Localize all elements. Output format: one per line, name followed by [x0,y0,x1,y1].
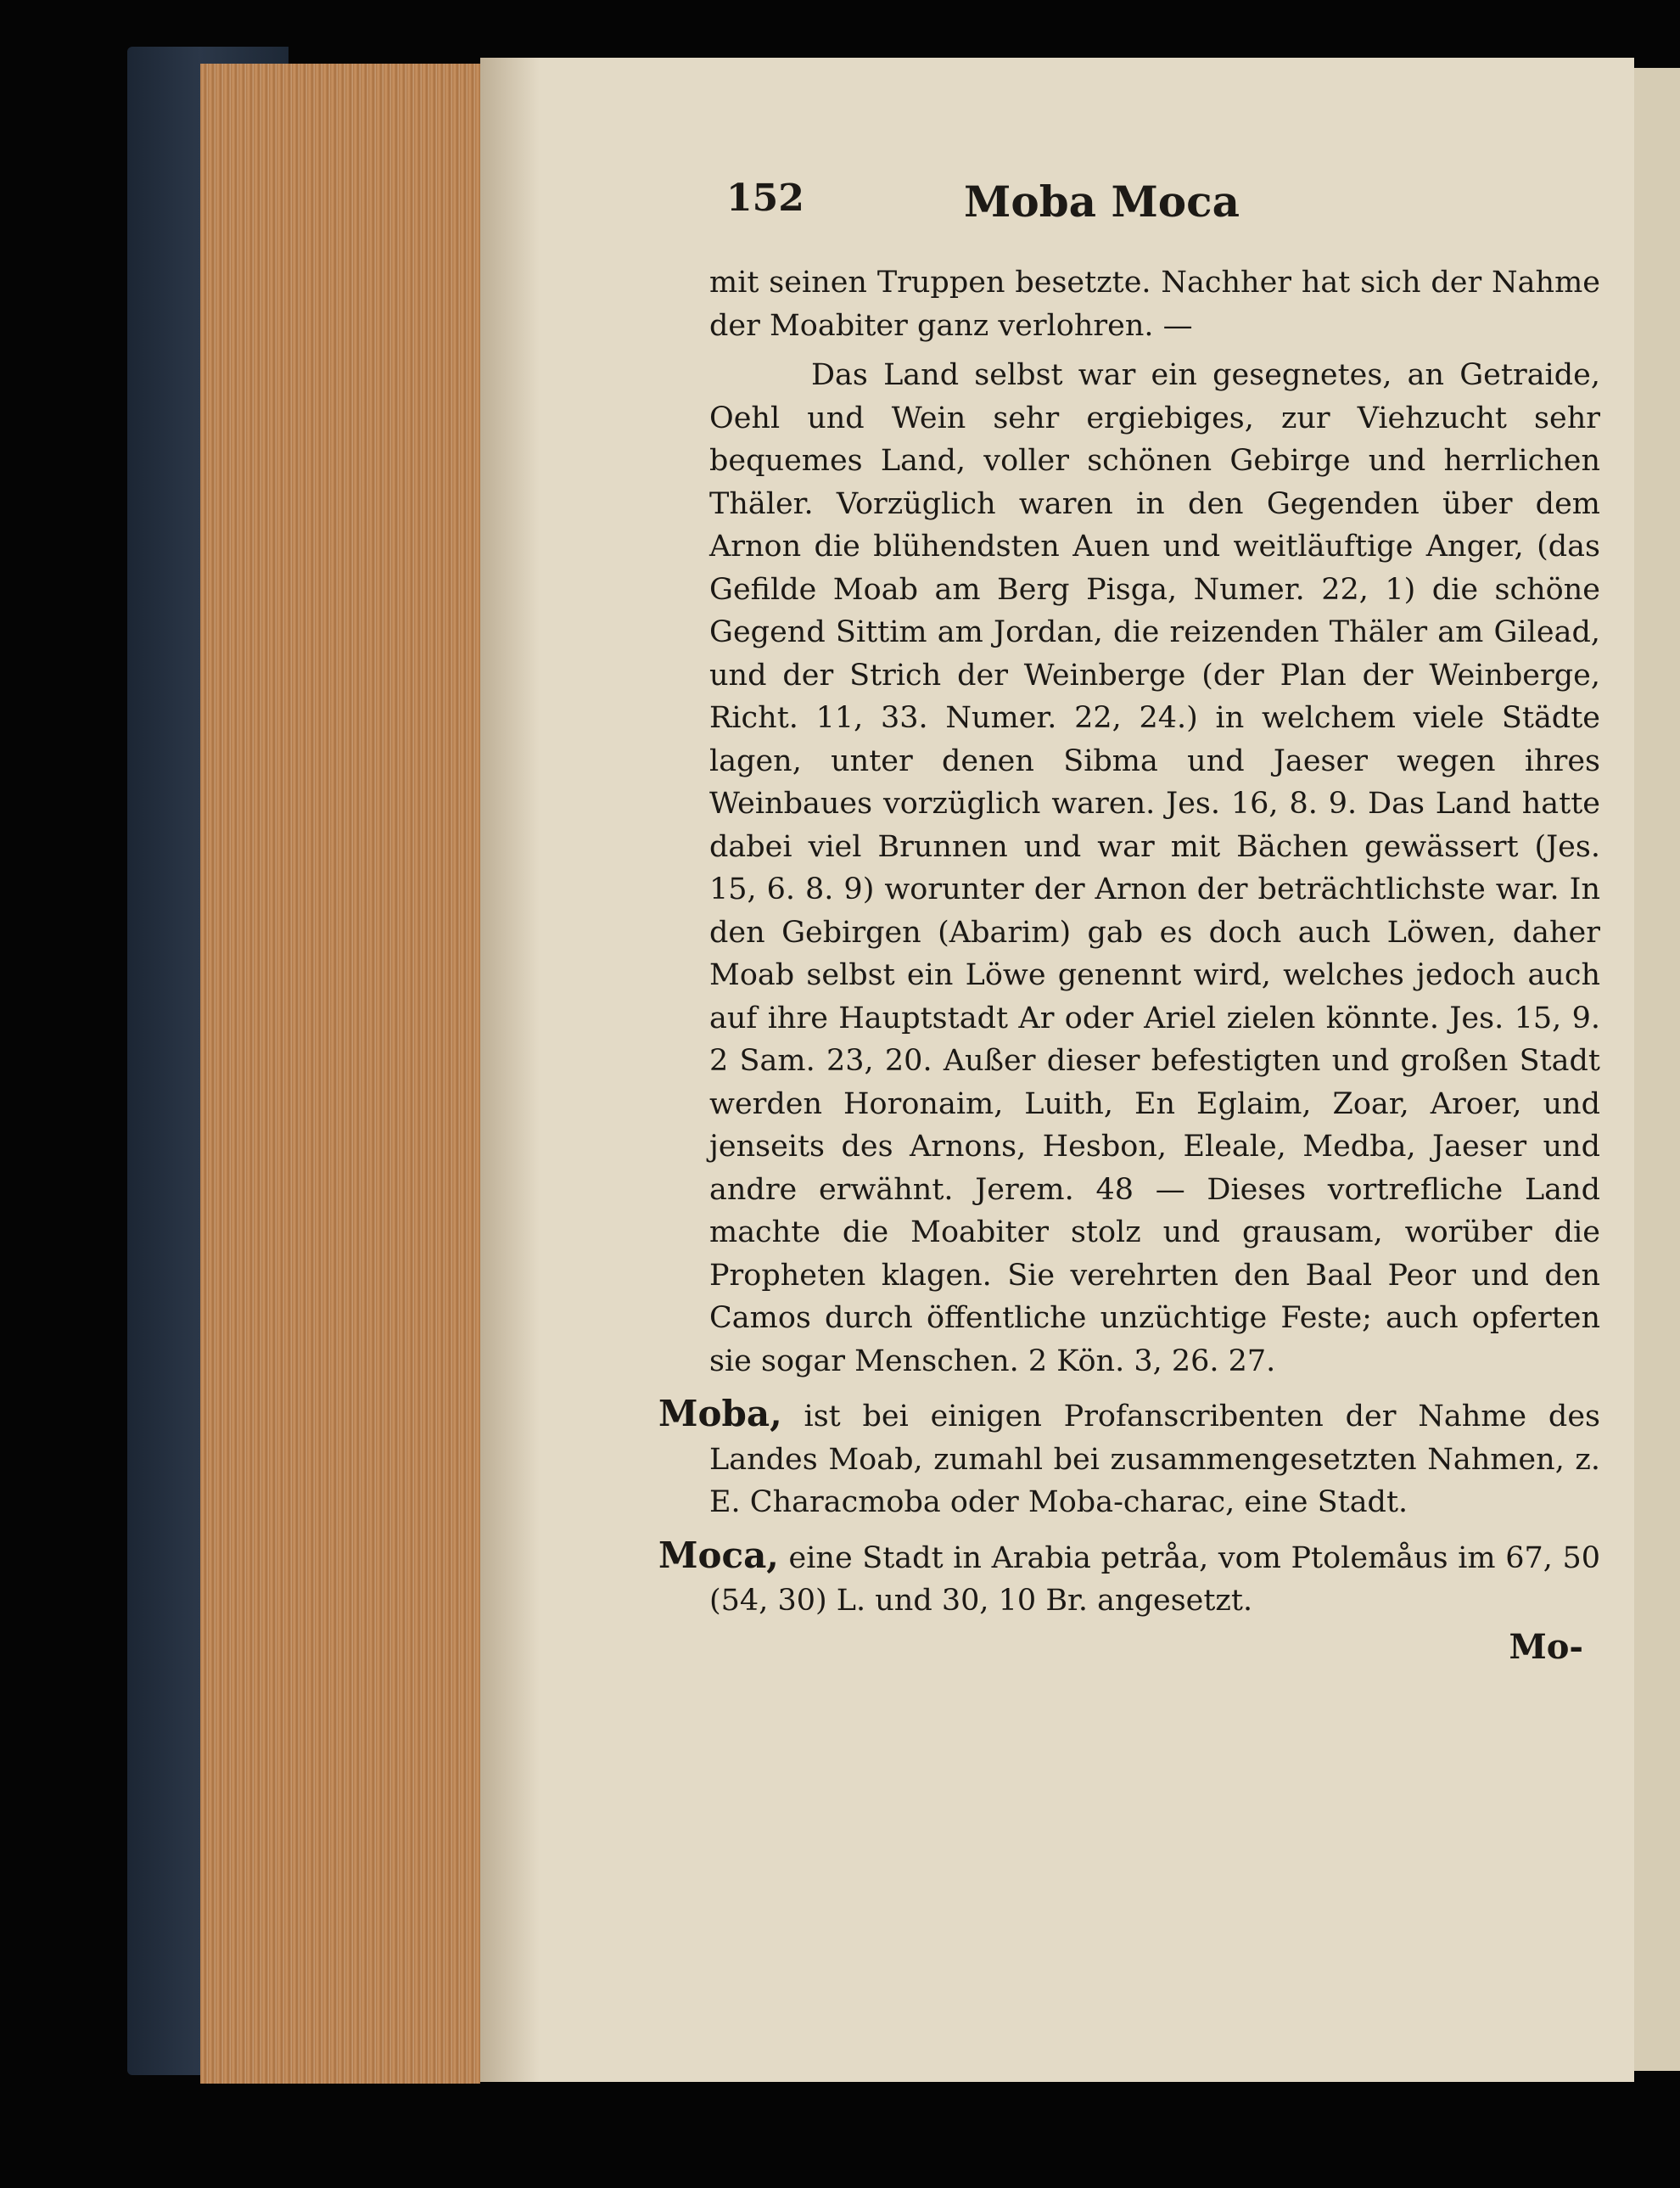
entry-text: eine Stadt in Arabia petråa, vom Ptolemåus im 67, 50 (54, 30) L. und 30, 10 Br. angesetzt. [709,1540,1600,1618]
entry-moca [658,1534,1600,1623]
book-page [480,58,1634,2082]
entry-headword: Moba, [658,1393,782,1434]
page-body [658,261,1600,1669]
paragraph-land-description: Das Land selbst war ein gesegnetes, an Getraide, Oehl und Wein sehr ergiebiges, zur Viehzucht sehr bequemes Land, voller schönen Gebirge und herrlichen Thäler. Vorzüglich waren in den Gegenden über dem Arnon die blühendsten Auen und weitläuftige Anger, (das Gefilde Moab am Berg Pisga, Numer. 22, 1) die schöne Gegend Sittim am Jordan, die reizenden Thäler am Gilead, und der Strich der Weinberge (der Plan der Weinberge, Richt. 11, 33. Numer. 22, 24.) in welchem viele Städte lagen, unter denen Sibma und Jaeser wegen ihres Weinbaues vorzüglich waren. Jes. 16, 8. 9. Das Land hatte dabei viel Brunnen und war mit Bächen gewässert (Jes. 15, 6. 8. 9) worunter der Arnon der beträchtlichste war. In den Gebirgen (Abarim) gab es doch auch Löwen, daher Moab selbst ein Löwe genennt wird, welches jedoch auch auf ihre Hauptstadt Ar oder Ariel zielen könnte. Jes. 15, 9. 2 Sam. 23, 20. Außer dieser befestigten und großen Stadt werden Horonaim, Luith, En Eglaim, Zoar, Aroer, und jenseits des Arnons, Hesbon, Eleale, Medba, Jaeser und andre erwähnt. Jerem. 48 — Dieses vortrefliche Land machte die Moabiter stolz und grausam, worüber die Propheten klagen. Sie verehrten den Baal Peor und den Camos durch öffentliche unzüchtige Feste; auch opferten sie sogar Menschen. 2 Kön. 3, 26. 27. [709,358,1600,1378]
entry-text: ist bei einigen Profanscribenten der Nahme des Landes Moab, zumahl bei zusammengesetzten Nahmen, z. E. Characmoba oder Moba-charac, eine Stadt. [709,1400,1600,1519]
gutter-shadow [480,58,540,2082]
paragraph-continuation: mit seinen Truppen besetzte. Nachher hat sich der Nahme der Moabiter ganz verlohren. — [709,266,1600,343]
page-edges [200,64,480,2084]
catchword: Mo- [1509,1626,1583,1667]
entry-moba [658,1393,1600,1524]
page-header [684,177,1541,253]
page-number: 152 [726,177,804,220]
running-head: Moba Moca [964,177,1240,227]
facing-page-edge [1634,68,1680,2071]
entry-headword: Moca, [658,1534,779,1576]
